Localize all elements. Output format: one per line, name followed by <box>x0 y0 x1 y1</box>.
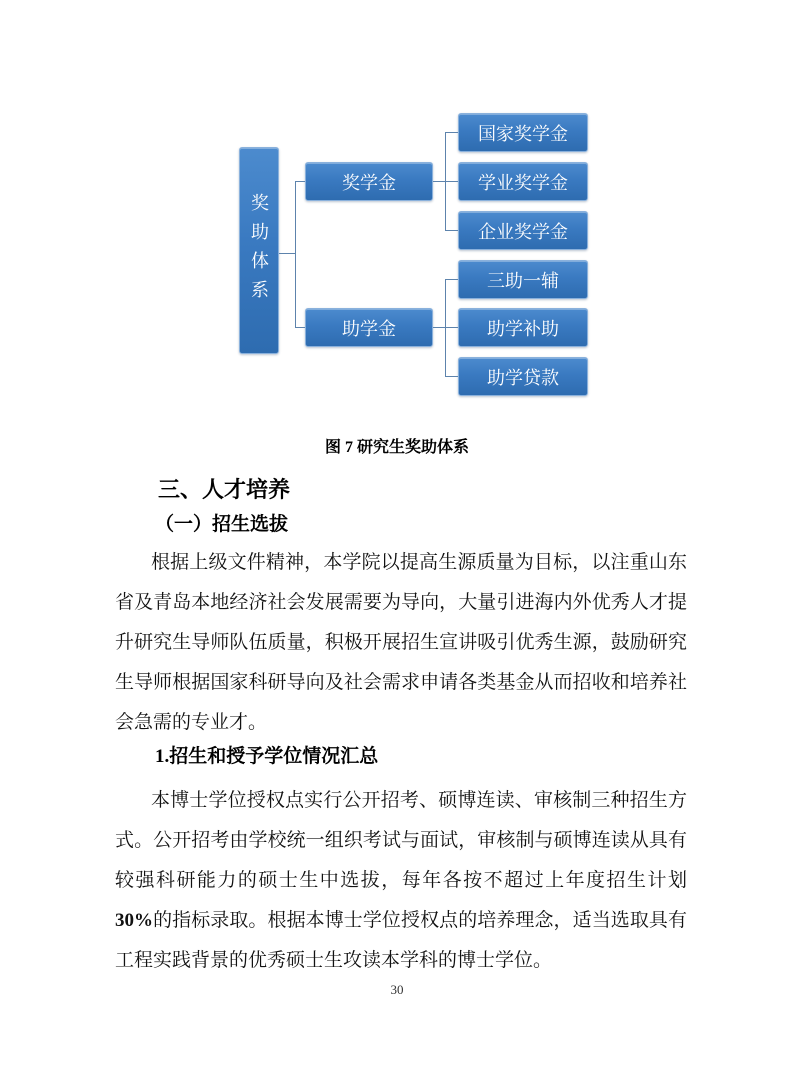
page-number: 30 <box>390 982 404 997</box>
diagram-node-aid-system <box>239 147 279 354</box>
connector-line <box>445 279 446 377</box>
connector-line <box>445 376 458 377</box>
diagram-node-aid-system-label: 奖助体系 <box>249 192 269 309</box>
connector-line <box>445 132 458 133</box>
connector-line <box>295 181 305 182</box>
diagram-node-enterprise-scholarship-label: 企业奖学金 <box>478 221 568 242</box>
connector-line <box>445 279 458 280</box>
paragraph-text-segment: 的指标录取。根据本博士学位授权点的培养理念，适当选取具有工程实践背景的优秀硕士生攻读本学科的博士学位。 <box>115 910 687 971</box>
connector-line <box>295 327 305 328</box>
diagram-node-aid-subsidy-label: 助学补助 <box>487 318 559 339</box>
diagram-node-academic-scholarship-label: 学业奖学金 <box>478 172 568 193</box>
subsubsection-heading-enrollment-degree-summary: 1.招生和授予学位情况汇总 <box>155 746 379 767</box>
connector-line <box>445 132 446 230</box>
bold-percentage-value: 30% <box>115 910 153 931</box>
diagram-node-three-assist-one-tutor-label: 三助一辅 <box>487 270 559 291</box>
subsection-heading-enrollment-selection: （一）招生选拔 <box>155 514 289 535</box>
diagram-node-academic-scholarship <box>458 162 588 201</box>
connector-line <box>295 181 296 328</box>
diagram-node-student-loan <box>458 357 588 396</box>
diagram-node-grant-label: 助学金 <box>342 318 396 339</box>
diagram-node-national-scholarship <box>458 113 588 152</box>
diagram-node-scholarship-label: 奖学金 <box>342 172 396 193</box>
diagram-node-aid-subsidy <box>458 308 588 347</box>
figure-caption: 图 7 研究生奖助体系 <box>324 439 469 456</box>
diagram-node-grant <box>305 308 433 347</box>
scholarship-aid-system-diagram <box>0 0 794 420</box>
paragraph-text-segment: 本博士学位授权点实行公开招考、硕博连读、审核制三种招生方式。公开招考由学校统一组织考试与面试，审核制与硕博连读从具有较强科研能力的硕士生中选拔，每年各按不超过上年度招生计划 <box>115 790 687 891</box>
connector-line <box>445 230 458 231</box>
diagram-node-scholarship <box>305 162 433 201</box>
diagram-node-three-assist-one-tutor <box>458 260 588 299</box>
paragraph-enrollment-degree-summary <box>115 781 687 981</box>
paragraph-enrollment-selection: 根据上级文件精神，本学院以提高生源质量为目标，以注重山东省及青岛本地经济社会发展需要为导向，大量引进海内外优秀人才提升研究生导师队伍质量，积极开展招生宣讲吸引优秀生源，鼓励研究生导师根据国家科研导向及社会需求申请各类基金从而招收和培养社会急需的专业才。 <box>115 552 687 733</box>
diagram-node-national-scholarship-label: 国家奖学金 <box>478 123 568 144</box>
section-heading-talent-cultivation: 三、人才培养 <box>158 477 291 502</box>
diagram-node-student-loan-label: 助学贷款 <box>487 367 559 388</box>
connector-line <box>279 253 295 254</box>
diagram-node-enterprise-scholarship <box>458 211 588 250</box>
